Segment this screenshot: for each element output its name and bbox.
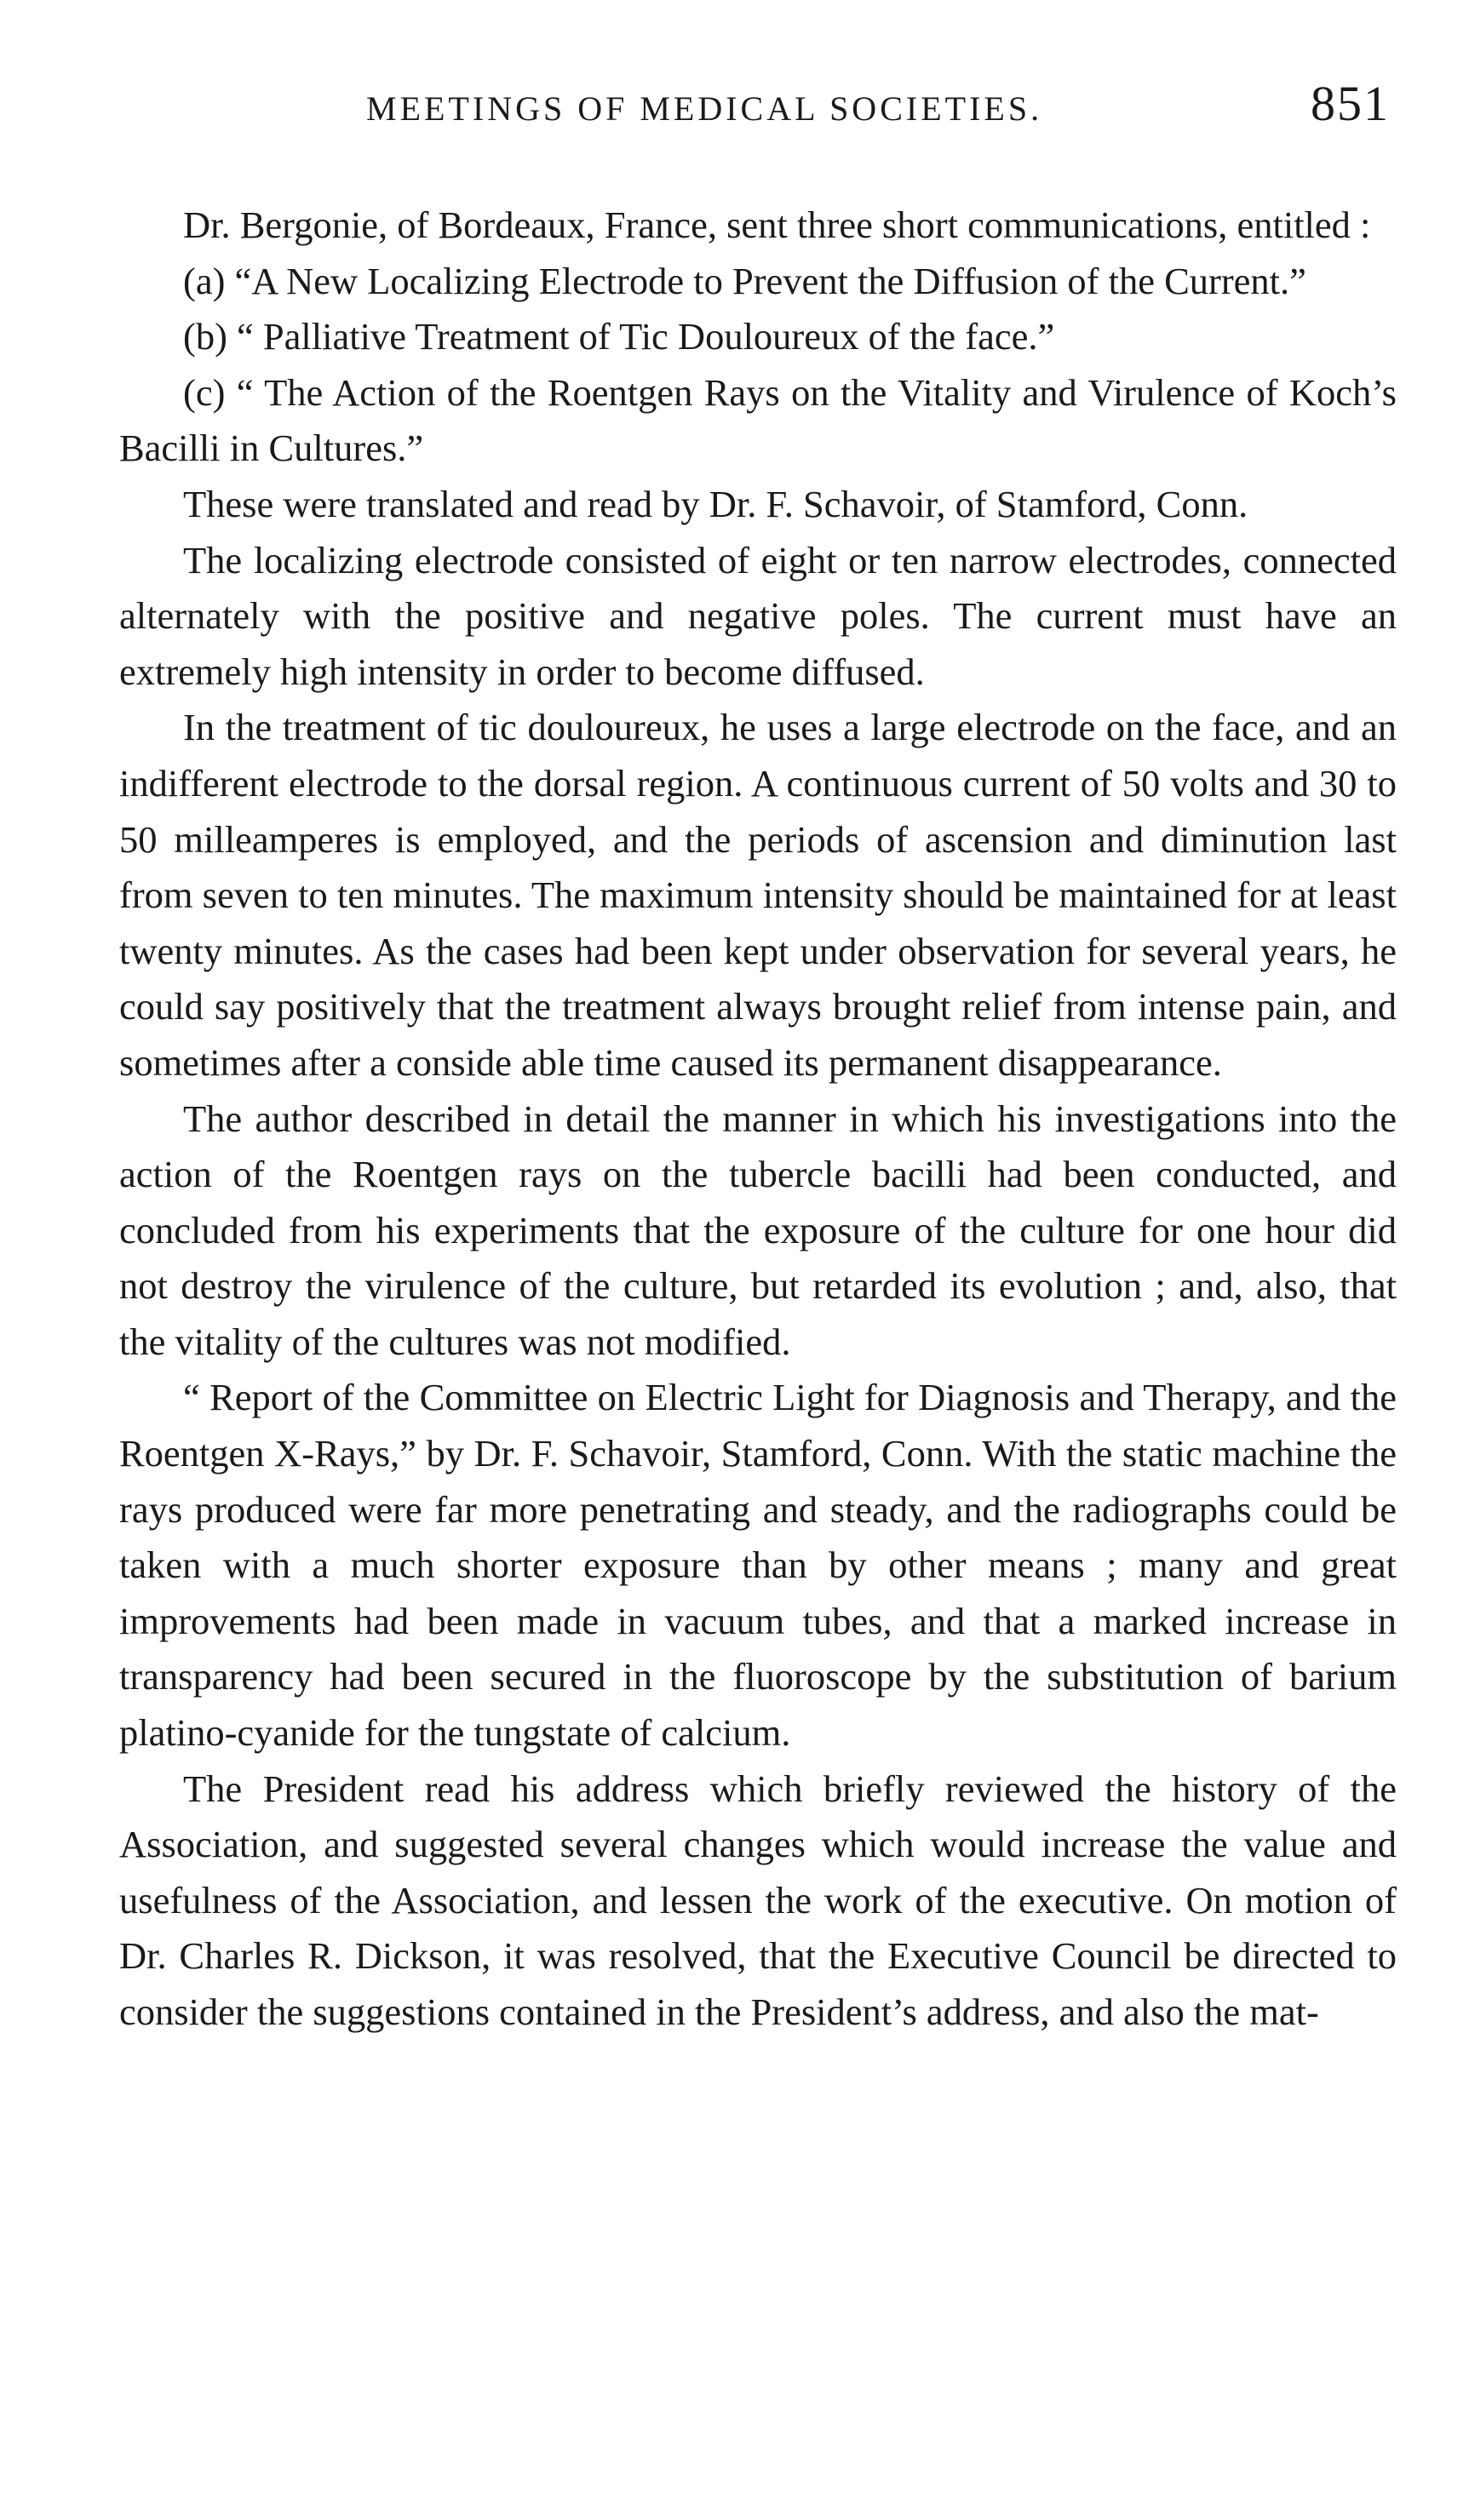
paragraph-roentgen-bacilli: The author described in detail the manner in which his investigations into the action of the Roentgen rays on the tubercle bacilli had been conducted, and concluded from his experiments that the exposure of the culture for one hour did not destroy the virulence of the culture, but retarded its evolution ; and, also, that the vitality of the cultures was not modified.: [119, 1097, 1397, 1363]
paragraph-tic-douloureux: In the treatment of tic douloureux, he uses a large electrode on the face, and an indifferent electrode to the dorsal region. A continuous current of 50 volts and 30 to 50 milleamperes is employed, and the periods of ascension and diminution last from seven to ten minutes. The maximum intensity should be maintained for at least twenty minutes. As the cases had been kept under observation for several years, he could say positively that the treatment always brought relief from intense pain, and sometimes after a conside able time caused its permanent disappearance.: [119, 706, 1397, 1084]
communication-a: (a) “A New Localizing Electrode to Prevent the Diffusion of the Current.”: [183, 259, 1306, 302]
communication-b: (b) “ Palliative Treatment of Tic Douloureux of the face.”: [183, 315, 1055, 358]
running-title: MEETINGS OF MEDICAL SOCIETIES.: [366, 89, 1043, 128]
paragraph-bergonie-intro: Dr. Bergonie, of Bordeaux, France, sent three short communications, entitled :: [183, 203, 1371, 246]
page: [119, 75, 1397, 2041]
paragraph-localizing-electrode: The localizing electrode consisted of eight or ten narrow electrodes, connected alternately with the positive and negative poles. The current must have an extremely high intensity in order to become diffused.: [119, 538, 1397, 693]
body-text: [119, 198, 1397, 2041]
communication-c: (c) “ The Action of the Roentgen Rays on the Vitality and Virulence of Koch’s Bacilli in Cultures.”: [119, 370, 1397, 470]
paragraph-translation: These were translated and read by Dr. F. Schavoir, of Stamford, Conn.: [183, 482, 1248, 525]
running-head: [119, 75, 1397, 138]
paragraph-president-address: The President read his address which briefly reviewed the history of the Association, and suggested several changes which would increase the value and usefulness of the Association, and lessen the work of the executive. On motion of Dr. Charles R. Dickson, it was resolved, that the Executive Council be directed to consider the suggestions contained in the President’s address, and also the mat-: [119, 1767, 1397, 2033]
paragraph-committee-report: “ Report of the Committee on Electric Light for Diagnosis and Therapy, and the Roentgen X-Rays,” by Dr. F. Schavoir, Stamford, Conn. With the static machine the rays produced were far more penetrating and steady, and the radiographs could be taken with a much shorter exposure than by other means ; many and great improvements had been made in vacuum tubes, and that a marked increase in transparency had been secured in the fluoroscope by the substitution of barium platino-cyanide for the tungstate of calcium.: [119, 1376, 1397, 1755]
page-number: 851: [1311, 76, 1390, 131]
